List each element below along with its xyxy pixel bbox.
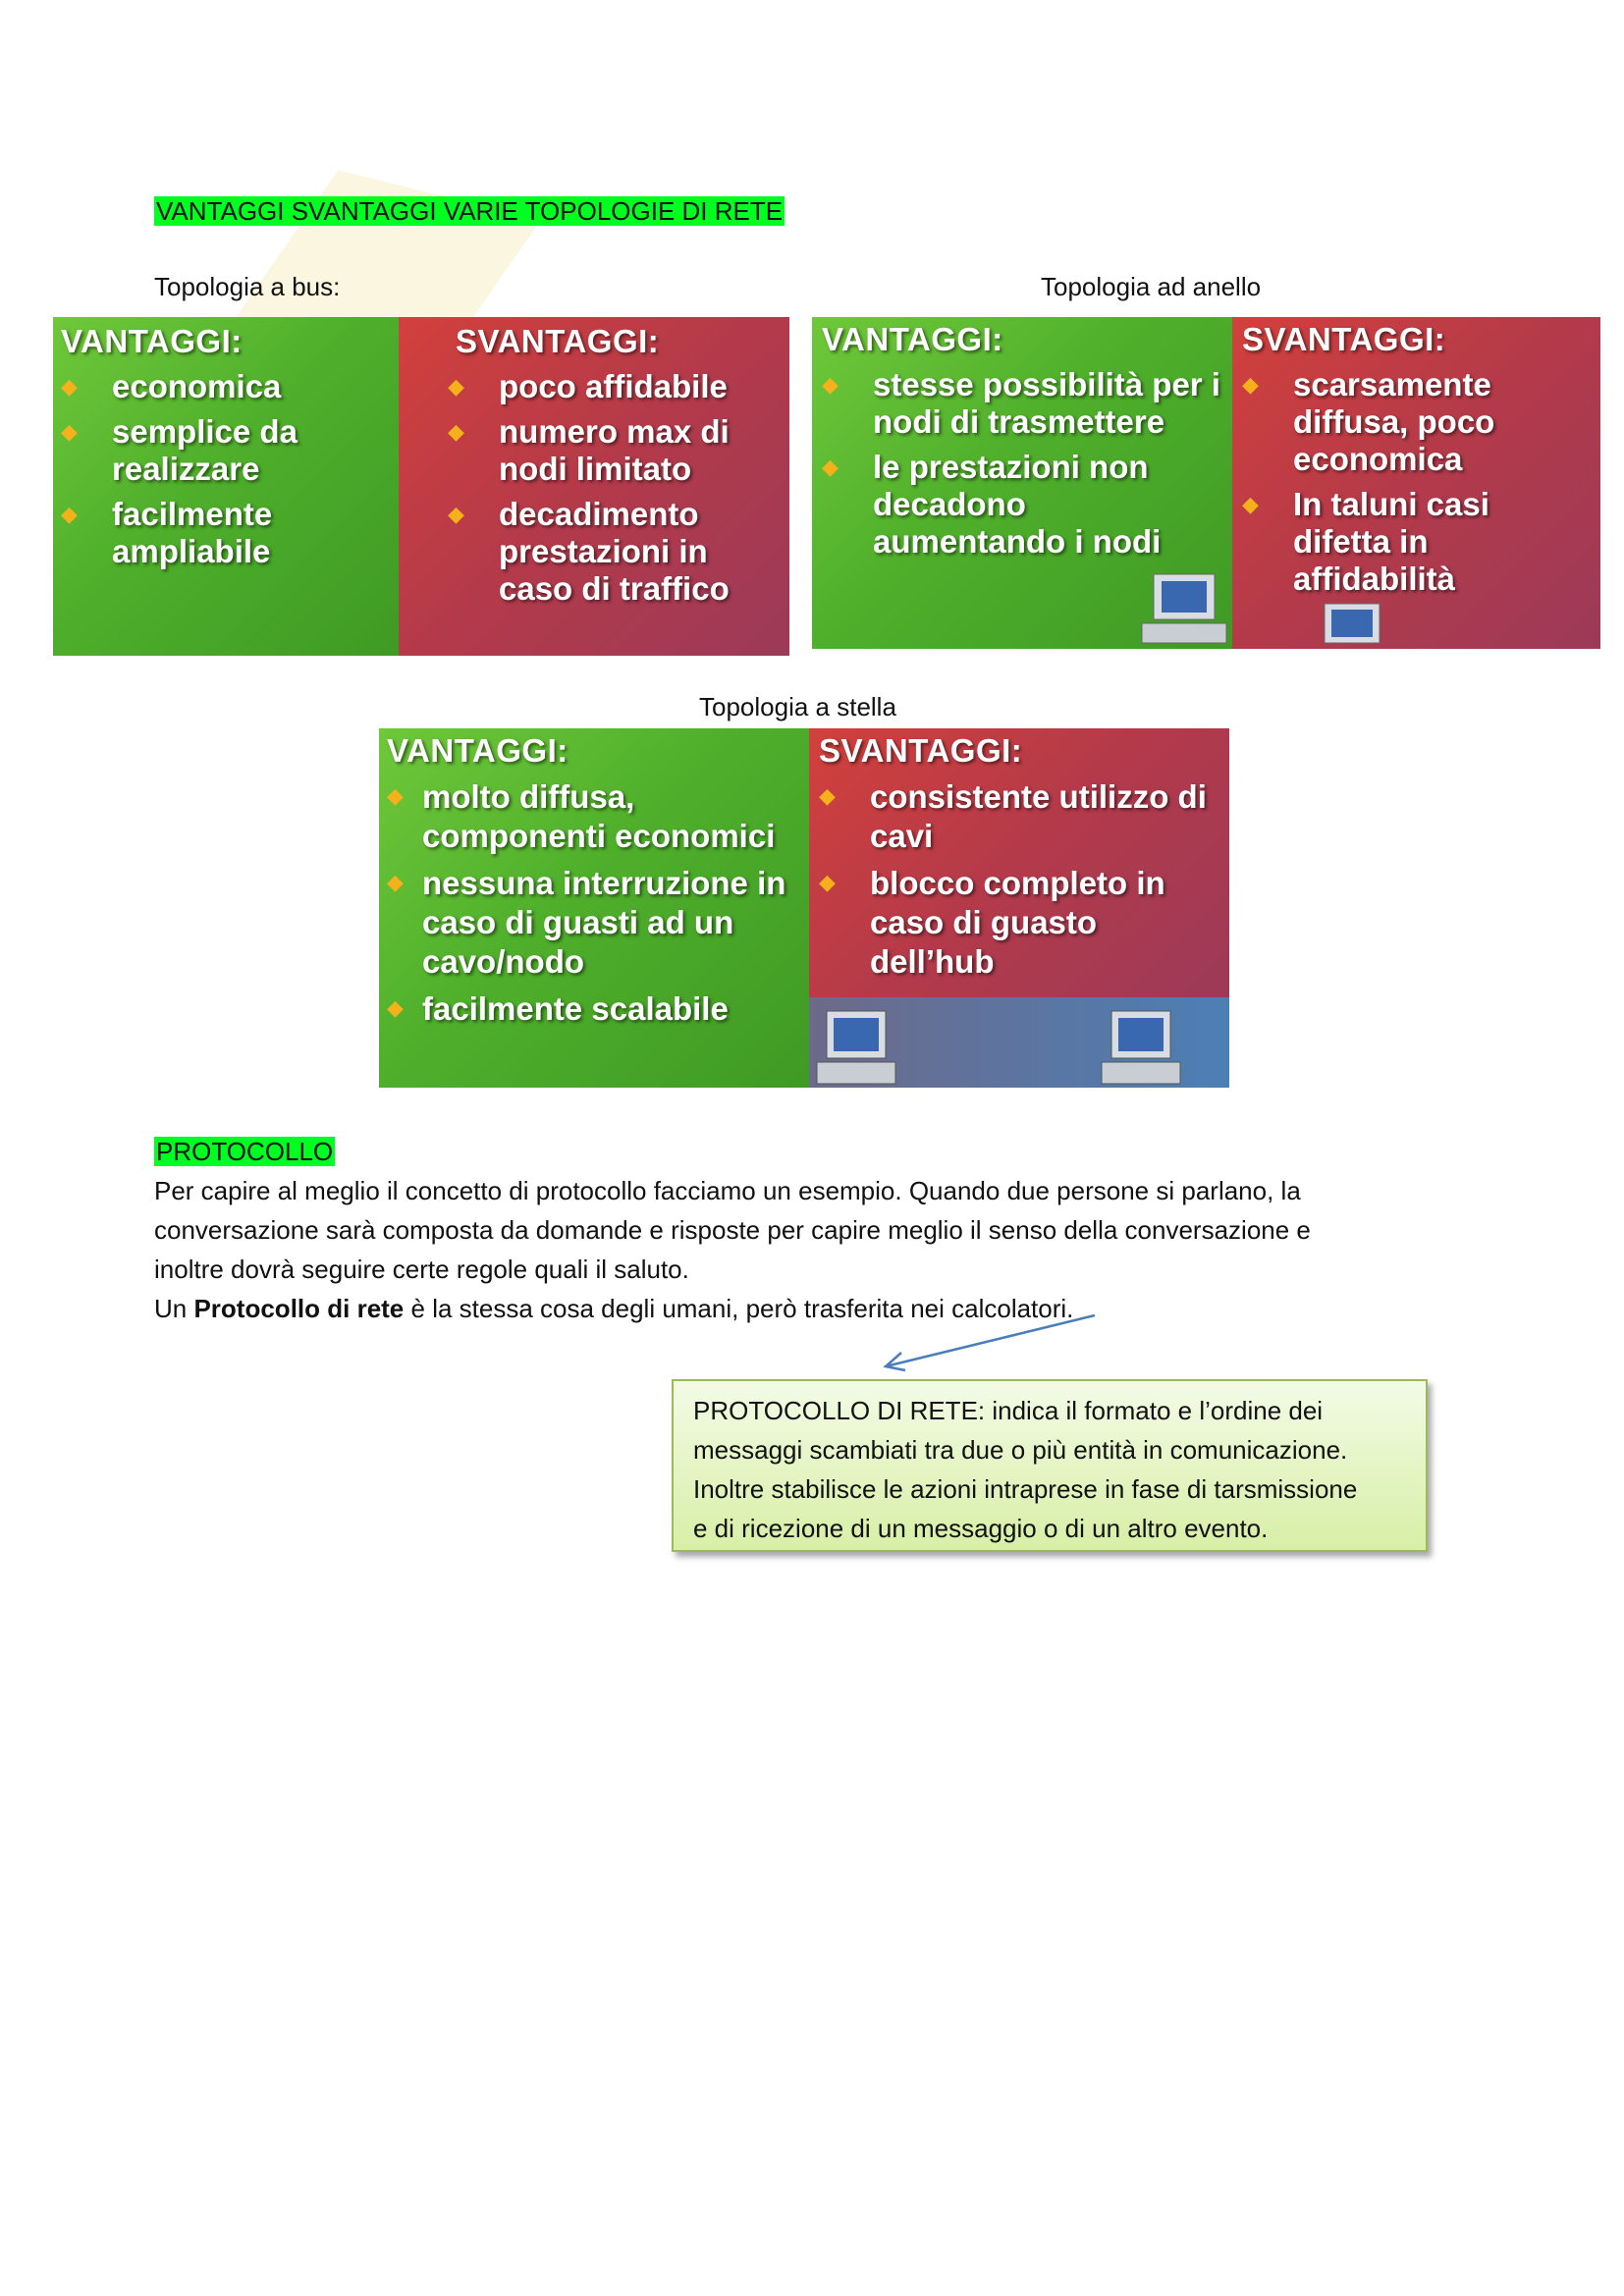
list-item	[448, 368, 774, 405]
list-item	[387, 989, 801, 1029]
list-item	[448, 413, 774, 488]
star-disadvantages-panel	[809, 728, 1229, 997]
list-item	[387, 864, 801, 982]
callout-line: messaggi scambiati tra due o più entità in comunicazione.	[693, 1435, 1348, 1465]
list-item	[819, 777, 1219, 856]
diamond-bullet-icon: ◆	[1242, 372, 1259, 397]
diamond-bullet-icon: ◆	[819, 783, 836, 808]
list-item-text: stesse possibilità per i nodi di trasmettere	[873, 366, 1220, 440]
list-item-text: In taluni casi difetta in affidabilità	[1293, 486, 1489, 597]
diamond-bullet-icon: ◆	[387, 783, 404, 808]
computer-icon	[1136, 572, 1234, 649]
paragraph-line	[154, 1289, 1470, 1328]
callout-line: PROTOCOLLO DI RETE: indica il formato e l’ordine dei	[693, 1396, 1324, 1425]
line-suffix: è la stessa cosa degli umani, però trasferita nei calcolatori.	[404, 1294, 1074, 1323]
list-item	[61, 496, 391, 570]
list-item-text: economica	[112, 368, 282, 404]
star-footer-band	[809, 997, 1229, 1088]
protocol-heading-text: PROTOCOLLO	[156, 1137, 334, 1166]
diamond-bullet-icon: ◆	[448, 374, 464, 399]
list-item-text: poco affidabile	[499, 368, 728, 404]
diamond-bullet-icon: ◆	[819, 870, 836, 894]
list-item-text: numero max di nodi limitato	[499, 413, 730, 487]
diamond-bullet-icon: ◆	[822, 372, 839, 397]
list-item-text: facilmente ampliabile	[112, 496, 273, 569]
ring-caption: Topologia ad anello	[1041, 272, 1262, 301]
paragraph-line: Per capire al meglio il concetto di protocollo facciamo un esempio. Quando due persone si parlano, la	[154, 1176, 1301, 1205]
computer-icon	[809, 1007, 897, 1088]
list-item-text: blocco completo in caso di guasto dell’hub	[870, 865, 1165, 980]
list-item	[822, 449, 1222, 561]
ring-disadvantages-heading: SVANTAGGI:	[1242, 321, 1446, 357]
list-item	[1242, 486, 1591, 598]
diamond-bullet-icon: ◆	[387, 995, 404, 1020]
list-item-text: consistente utilizzo di cavi	[870, 778, 1207, 854]
arrow-icon	[874, 1306, 1110, 1379]
protocol-term: Protocollo di rete	[193, 1294, 405, 1323]
diamond-bullet-icon: ◆	[448, 419, 464, 444]
protocol-paragraph	[154, 1171, 1470, 1328]
callout-line: e di ricezione di un messaggio o di un altro evento.	[693, 1514, 1269, 1543]
ring-disadvantages-panel	[1232, 317, 1600, 649]
protocol-definition-callout	[672, 1379, 1428, 1552]
list-item	[822, 366, 1222, 441]
paragraph-line: inoltre dovrà seguire certe regole quali il saluto.	[154, 1255, 689, 1284]
diamond-bullet-icon: ◆	[61, 374, 78, 399]
list-item	[1242, 366, 1591, 478]
diamond-bullet-icon: ◆	[448, 502, 464, 526]
list-item-text: scarsamente diffusa, poco economica	[1293, 366, 1495, 477]
ring-advantages-heading: VANTAGGI:	[822, 321, 1003, 357]
bus-disadvantages-panel	[399, 317, 789, 656]
list-item	[61, 413, 391, 488]
list-item-text: decadimento prestazioni in caso di traffico	[499, 496, 730, 607]
bus-advantages-heading: VANTAGGI:	[61, 323, 243, 359]
diamond-bullet-icon: ◆	[61, 502, 78, 526]
bus-advantages-panel	[53, 317, 399, 656]
list-item-text: nessuna interruzione in caso di guasti ad un cavo/nodo	[422, 865, 786, 980]
diamond-bullet-icon: ◆	[61, 419, 78, 444]
list-item-text: facilmente scalabile	[422, 990, 729, 1027]
star-advantages-panel	[379, 728, 809, 1088]
diamond-bullet-icon: ◆	[1242, 492, 1259, 516]
star-topology-slide	[379, 728, 1229, 1088]
list-item-text: molto diffusa, componenti economici	[422, 778, 776, 854]
list-item	[448, 496, 774, 608]
star-caption: Topologia a stella	[699, 692, 896, 721]
list-item-text: semplice da realizzare	[112, 413, 298, 487]
list-item	[819, 864, 1219, 982]
bus-topology-slide	[53, 317, 789, 656]
line-prefix: Un	[154, 1294, 194, 1323]
protocol-heading	[154, 1132, 335, 1171]
list-item	[387, 777, 801, 856]
bus-caption: Topologia a bus:	[154, 272, 341, 301]
diamond-bullet-icon: ◆	[387, 870, 404, 894]
list-item-text: le prestazioni non decadono aumentando i nodi	[873, 449, 1162, 560]
computer-icon	[1094, 1007, 1182, 1088]
list-item	[61, 368, 391, 405]
star-disadvantages-heading: SVANTAGGI:	[819, 732, 1023, 769]
ring-topology-slide	[812, 317, 1600, 649]
section-title-text: VANTAGGI SVANTAGGI VARIE TOPOLOGIE DI RETE	[156, 196, 784, 226]
section-title	[154, 191, 785, 231]
paragraph-line: conversazione sarà composta da domande e risposte per capire meglio il senso della conversazione e	[154, 1215, 1311, 1245]
computer-icon	[1311, 602, 1399, 649]
star-advantages-heading: VANTAGGI:	[387, 732, 568, 769]
diamond-bullet-icon: ◆	[822, 454, 839, 479]
ring-advantages-panel	[812, 317, 1232, 649]
callout-line: Inoltre stabilisce le azioni intraprese in fase di tarsmissione	[693, 1474, 1358, 1504]
bus-disadvantages-heading: SVANTAGGI:	[456, 323, 660, 359]
